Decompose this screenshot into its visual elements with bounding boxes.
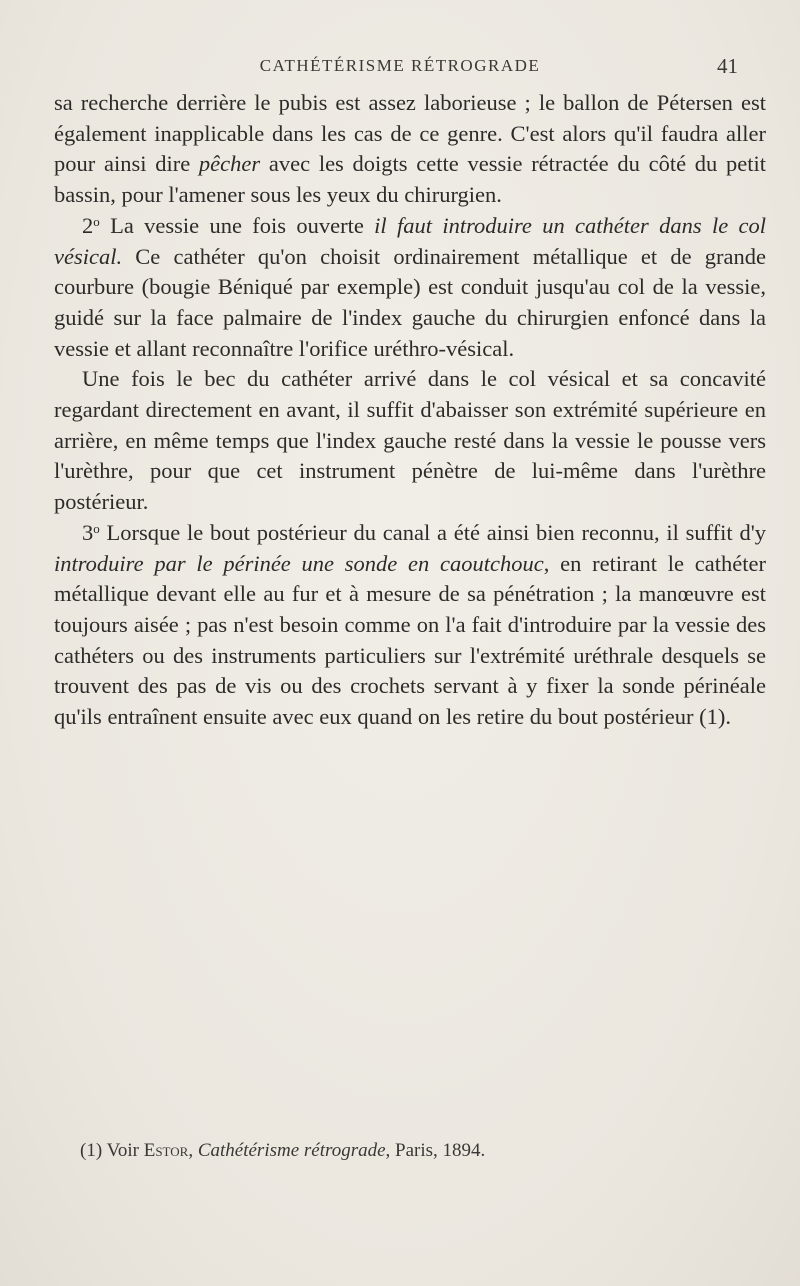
page-number: 41: [717, 54, 738, 78]
body-text: [54, 88, 766, 733]
footnote-author: Estor: [143, 1140, 189, 1161]
footnote-title: Cathétérisme rétrograde: [197, 1140, 386, 1161]
footnote-marker: (1): [80, 1140, 103, 1161]
footnote-rest: , Paris, 1894.: [385, 1140, 486, 1161]
text-run: Lorsque le bout postérieur du canal a été ainsi bien reconnu, il suffit d'y: [99, 519, 766, 545]
italic-run: il faut introduire un cathéter dans le col vésical.: [54, 212, 766, 269]
text-run: 3: [82, 519, 94, 545]
ordinal-marker: o: [93, 520, 100, 536]
text-run: Une fois le bec du cathéter arrivé dans le col vésical et sa concavité regardant directement en avant, il suffit d'abaisser son extrémité supérieure en arrière, en même temps que l'index gauche resté dans la vessie le pousse vers l'urèthre, pour que cet instrument pénètre de lui-même dans l'urèthre postérieur.: [54, 366, 766, 515]
text-run: , en retirant le cathéter métallique devant elle au fur et à mesure de sa pénétration ; la manœuvre est toujours aisée ; pas n'est besoin comme on l'a fait d'introduire par la vessie des cathéters ou des instruments particuliers sur l'extrémité uréthrale desquels se trouvent des pas de vis ou des crochets servant à y fixer la sonde périnéale qu'ils entraînent ensuite avec eux quand on les retire du bout postérieur (1).: [54, 550, 766, 730]
footnote-prefix: Voir: [106, 1140, 139, 1161]
text-run: avec les doigts cette vessie rétractée du côté du petit bassin, pour l'amener sous les yeux du chirurgien.: [54, 151, 767, 208]
paragraph: [54, 518, 766, 733]
page-header: [0, 56, 800, 86]
paragraph: [54, 88, 766, 211]
running-title: CATHÉTÉRISME RÉTROGRADE: [259, 56, 541, 75]
italic-run: introduire par le périnée une sonde en caoutchouc: [54, 550, 544, 576]
text-run: sa recherche derrière le pubis est assez laborieuse ; le ballon de Pétersen est également inapplicable dans les cas de ce genre. C'est alors qu'il faudra aller pour ainsi dire: [54, 90, 766, 177]
paragraph: [54, 211, 766, 365]
footnote: (1) Voir Estor, Cathétérisme rétrograde, Paris, 1894.: [80, 1140, 486, 1161]
paragraph: [54, 364, 766, 518]
text-run: Ce cathéter qu'on choisit ordinairement métallique et de grande courbure (bougie Béniqué par exemple) est conduit jusqu'au col de la vessie, guidé sur la face palmaire de l'index gauche du chirurgien enfoncé dans la vessie et allant reconnaître l'orifice uréthro-vésical.: [54, 243, 766, 361]
italic-run: pêcher: [198, 151, 261, 177]
text-run: La vessie une fois ouverte: [99, 212, 375, 238]
text-run: 2: [82, 212, 94, 238]
ordinal-marker: o: [93, 213, 100, 229]
